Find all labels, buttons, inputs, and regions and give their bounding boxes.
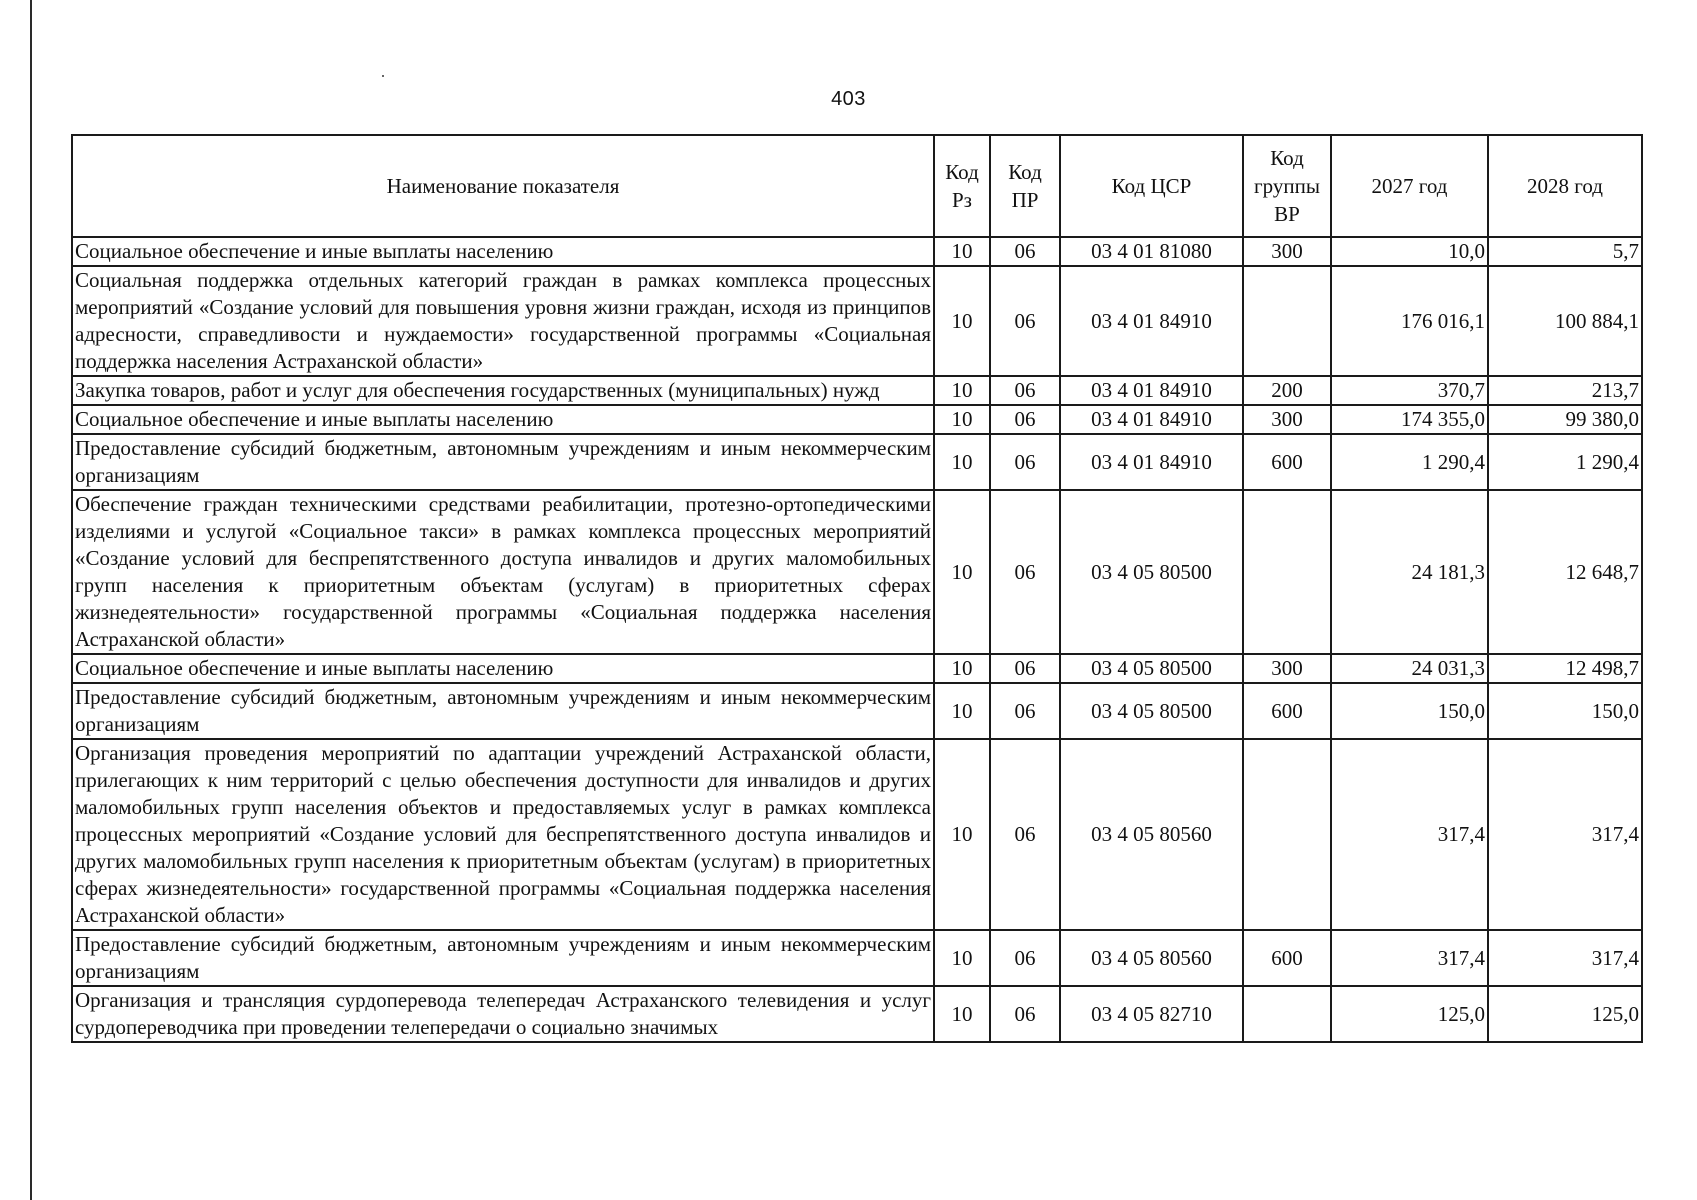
amount-2028: 213,7 <box>1488 376 1642 405</box>
code-pr: 06 <box>990 986 1060 1042</box>
code-pr: 06 <box>990 654 1060 683</box>
page-number: 403 <box>831 88 866 110</box>
table-row <box>72 930 1642 986</box>
table-row <box>72 237 1642 266</box>
amount-2028: 317,4 <box>1488 930 1642 986</box>
code-rz: 10 <box>934 654 990 683</box>
table-row <box>72 266 1642 376</box>
table-row <box>72 376 1642 405</box>
code-rz: 10 <box>934 739 990 930</box>
code-rz: 10 <box>934 237 990 266</box>
code-vr: 300 <box>1243 654 1331 683</box>
code-csr: 03 4 05 80500 <box>1060 654 1243 683</box>
amount-2027: 24 181,3 <box>1331 490 1488 654</box>
code-csr: 03 4 01 84910 <box>1060 434 1243 490</box>
code-vr <box>1243 986 1331 1042</box>
code-rz: 10 <box>934 405 990 434</box>
amount-2028: 150,0 <box>1488 683 1642 739</box>
header-indicator-name: Наименование показателя <box>72 135 934 237</box>
amount-2027: 317,4 <box>1331 930 1488 986</box>
code-rz: 10 <box>934 434 990 490</box>
amount-2027: 370,7 <box>1331 376 1488 405</box>
code-pr: 06 <box>990 376 1060 405</box>
amount-2028: 317,4 <box>1488 739 1642 930</box>
header-code-csr: Код ЦСР <box>1060 135 1243 237</box>
amount-2028: 5,7 <box>1488 237 1642 266</box>
indicator-name: Социальная поддержка отдельных категорий граждан в рамках комплекса процессных мероприятий «Создание условий для повышения уровня жизни граждан, исходя из принципов адресности, справедливости и нуждаемости» государственной программы «Социальная поддержка населения Астраханской области» <box>72 266 934 376</box>
code-pr: 06 <box>990 434 1060 490</box>
code-csr: 03 4 01 81080 <box>1060 237 1243 266</box>
code-csr: 03 4 05 80560 <box>1060 930 1243 986</box>
amount-2027: 150,0 <box>1331 683 1488 739</box>
amount-2028: 125,0 <box>1488 986 1642 1042</box>
table-row <box>72 986 1642 1042</box>
amount-2027: 1 290,4 <box>1331 434 1488 490</box>
code-csr: 03 4 05 80500 <box>1060 490 1243 654</box>
table-row <box>72 490 1642 654</box>
code-csr: 03 4 05 82710 <box>1060 986 1243 1042</box>
header-year-2027: 2027 год <box>1331 135 1488 237</box>
code-rz: 10 <box>934 683 990 739</box>
code-vr: 200 <box>1243 376 1331 405</box>
code-vr: 600 <box>1243 683 1331 739</box>
amount-2028: 1 290,4 <box>1488 434 1642 490</box>
header-code-pr: Код ПР <box>990 135 1060 237</box>
amount-2028: 99 380,0 <box>1488 405 1642 434</box>
code-pr: 06 <box>990 490 1060 654</box>
indicator-name: Обеспечение граждан техническими средствами реабилитации, протезно-ортопедическими изделиями и услугой «Социальное такси» в рамках комплекса процессных мероприятий «Создание условий для беспрепятственного доступа инвалидов и других маломобильных групп населения к приоритетным объектам (услугам) в приоритетных сферах жизнедеятельности» государственной программы «Социальная поддержка населения Астраханской области» <box>72 490 934 654</box>
amount-2028: 12 498,7 <box>1488 654 1642 683</box>
code-pr: 06 <box>990 930 1060 986</box>
code-csr: 03 4 05 80560 <box>1060 739 1243 930</box>
code-vr <box>1243 266 1331 376</box>
code-vr: 600 <box>1243 930 1331 986</box>
indicator-name: Предоставление субсидий бюджетным, автономным учреждениям и иным некоммерческим организациям <box>72 434 934 490</box>
code-pr: 06 <box>990 266 1060 376</box>
table-row <box>72 434 1642 490</box>
amount-2027: 125,0 <box>1331 986 1488 1042</box>
indicator-name: Закупка товаров, работ и услуг для обеспечения государственных (муниципальных) нужд <box>72 376 934 405</box>
code-vr: 300 <box>1243 405 1331 434</box>
indicator-name: Предоставление субсидий бюджетным, автономным учреждениям и иным некоммерческим организациям <box>72 683 934 739</box>
code-pr: 06 <box>990 405 1060 434</box>
amount-2028: 100 884,1 <box>1488 266 1642 376</box>
scan-margin-line <box>30 0 32 1200</box>
amount-2027: 10,0 <box>1331 237 1488 266</box>
table-row <box>72 739 1642 930</box>
code-rz: 10 <box>934 266 990 376</box>
code-rz: 10 <box>934 986 990 1042</box>
code-vr: 300 <box>1243 237 1331 266</box>
amount-2027: 176 016,1 <box>1331 266 1488 376</box>
code-csr: 03 4 01 84910 <box>1060 405 1243 434</box>
code-vr <box>1243 490 1331 654</box>
budget-table <box>71 134 1643 1043</box>
code-rz: 10 <box>934 490 990 654</box>
code-csr: 03 4 01 84910 <box>1060 376 1243 405</box>
amount-2027: 24 031,3 <box>1331 654 1488 683</box>
code-csr: 03 4 05 80500 <box>1060 683 1243 739</box>
code-pr: 06 <box>990 683 1060 739</box>
code-vr <box>1243 739 1331 930</box>
table-row <box>72 405 1642 434</box>
scan-speck <box>382 75 384 77</box>
header-year-2028: 2028 год <box>1488 135 1642 237</box>
code-pr: 06 <box>990 739 1060 930</box>
indicator-name: Социальное обеспечение и иные выплаты населению <box>72 654 934 683</box>
indicator-name: Организация проведения мероприятий по адаптации учреждений Астраханской области, прилегающих к ним территорий с целью обеспечения доступности для инвалидов и других маломобильных групп населения объектов и предоставляемых услуг в рамках комплекса процессных мероприятий «Создание условий для беспрепятственного доступа инвалидов и других маломобильных групп населения к приоритетным объектам (услугам) в приоритетных сферах жизнедеятельности» государственной программы «Социальная поддержка населения Астраханской области» <box>72 739 934 930</box>
code-rz: 10 <box>934 376 990 405</box>
code-csr: 03 4 01 84910 <box>1060 266 1243 376</box>
table-row <box>72 683 1642 739</box>
amount-2027: 317,4 <box>1331 739 1488 930</box>
code-rz: 10 <box>934 930 990 986</box>
code-vr: 600 <box>1243 434 1331 490</box>
indicator-name: Предоставление субсидий бюджетным, автономным учреждениям и иным некоммерческим организациям <box>72 930 934 986</box>
header-code-vr: Код группы ВР <box>1243 135 1331 237</box>
amount-2027: 174 355,0 <box>1331 405 1488 434</box>
table-row <box>72 654 1642 683</box>
indicator-name: Социальное обеспечение и иные выплаты населению <box>72 237 934 266</box>
table-header-row <box>72 135 1642 237</box>
indicator-name: Социальное обеспечение и иные выплаты населению <box>72 405 934 434</box>
header-code-rz: Код Рз <box>934 135 990 237</box>
code-pr: 06 <box>990 237 1060 266</box>
amount-2028: 12 648,7 <box>1488 490 1642 654</box>
indicator-name: Организация и трансляция сурдоперевода телепередач Астраханского телевидения и услуг сурдопереводчика при проведении телепередачи о социально значимых <box>72 986 934 1042</box>
